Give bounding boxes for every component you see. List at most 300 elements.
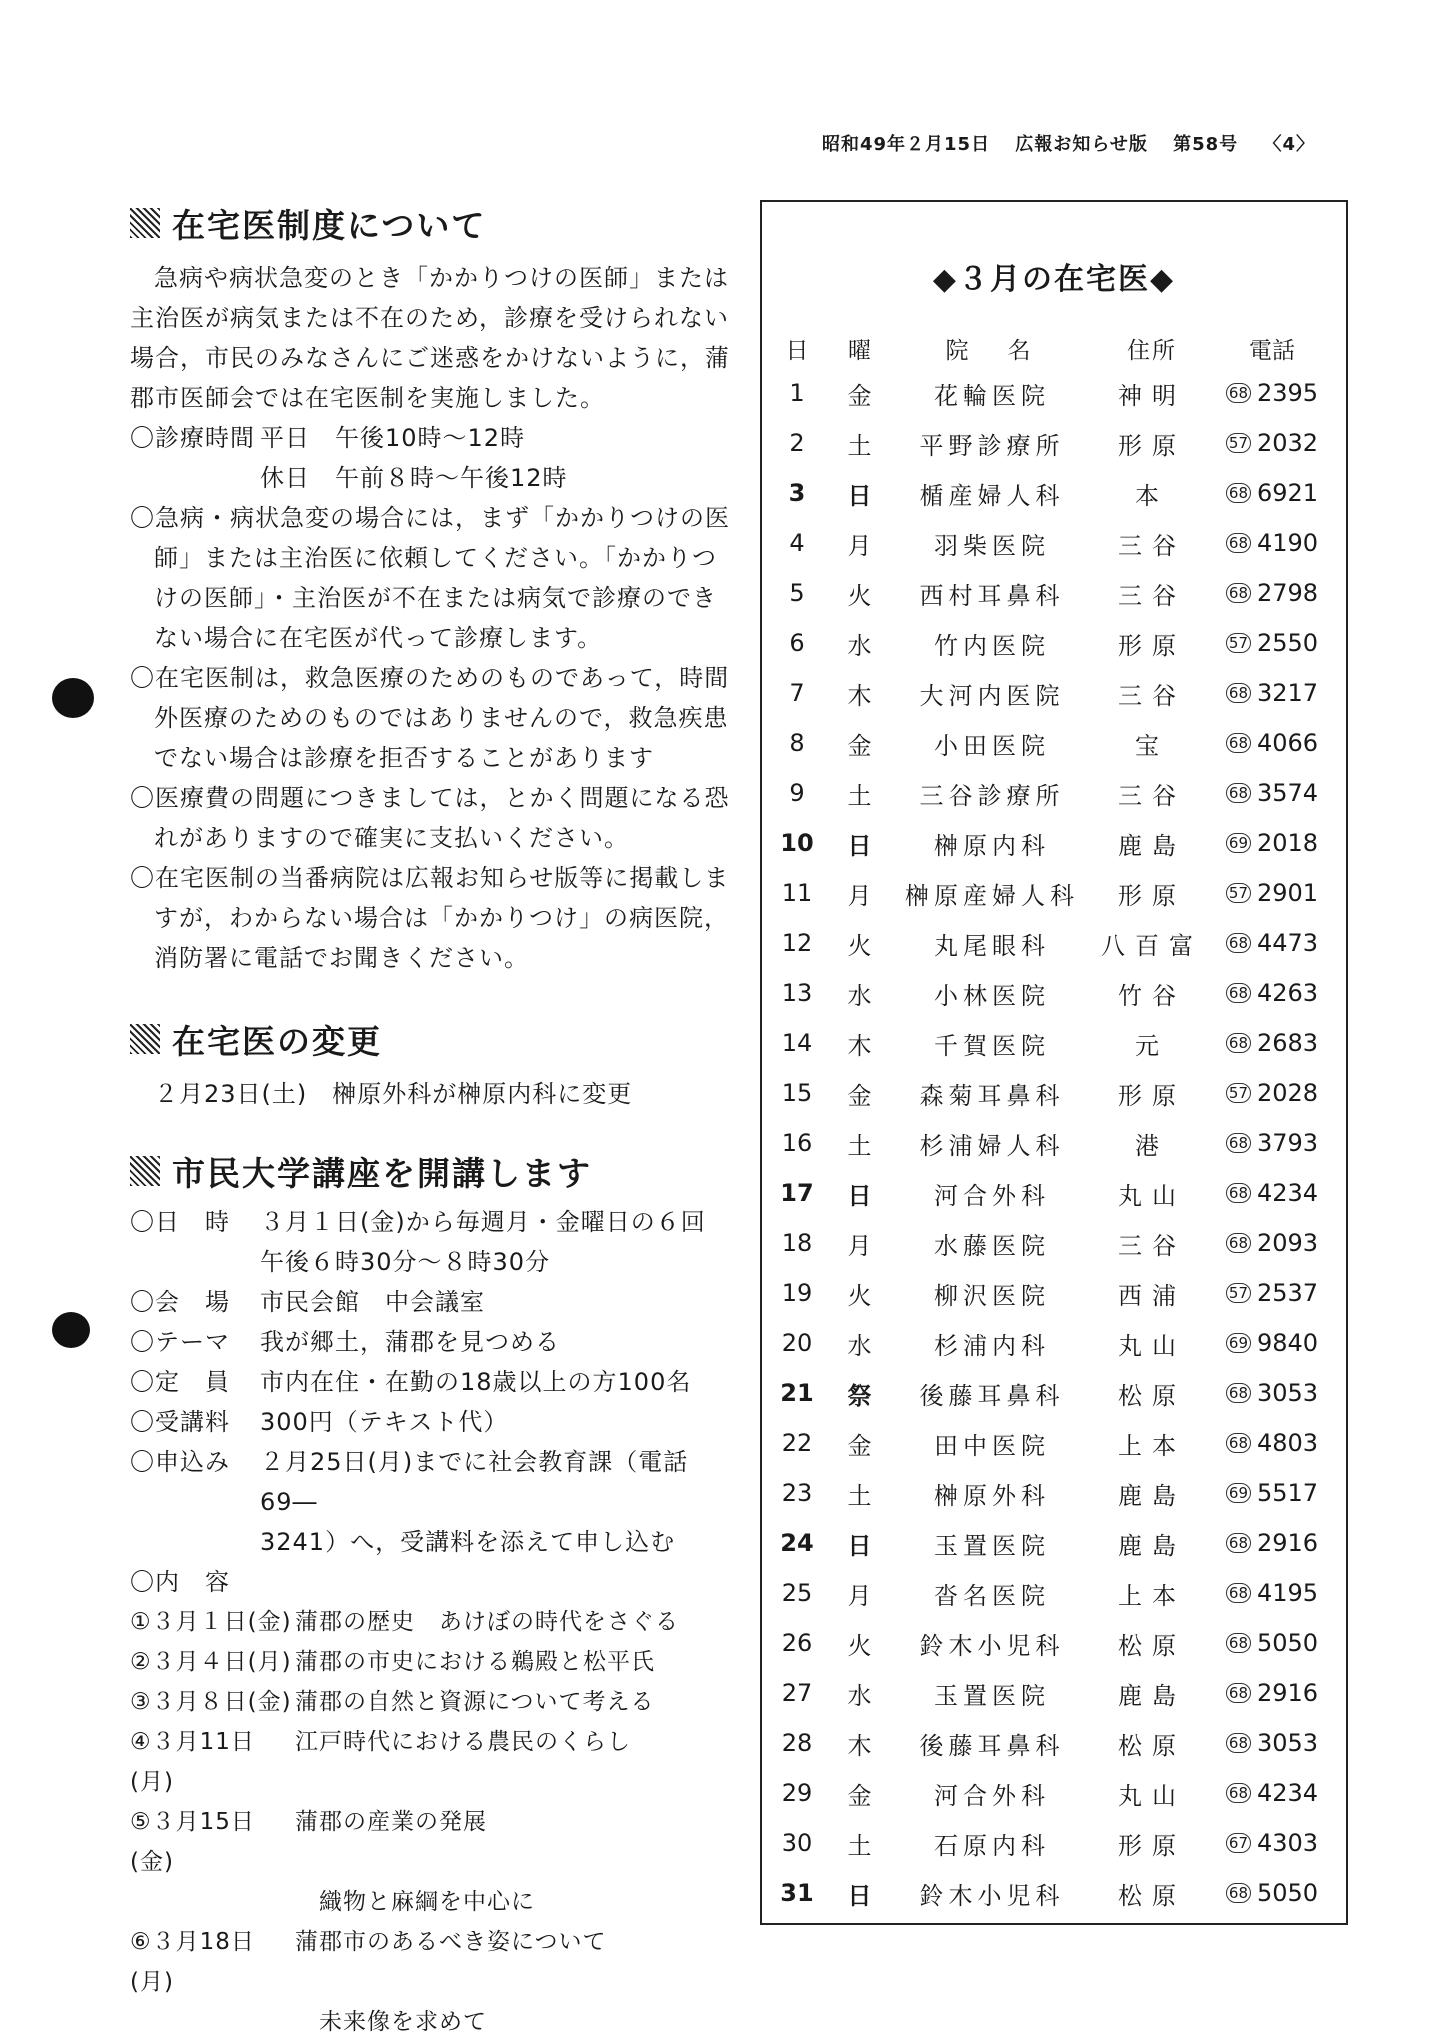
schedule-weekday: 金 [847, 1781, 872, 1810]
phone-number: 3793 [1257, 1129, 1319, 1157]
schedule-row [762, 1518, 1346, 1568]
lecture-row: ⑤３月15日(金) 蒲郡の産業の発展 [130, 1809, 487, 1875]
schedule-day: 7 [789, 679, 805, 707]
schedule-address: 港 [1135, 1131, 1169, 1160]
schedule-weekday: 火 [847, 581, 872, 610]
schedule-weekday: 土 [847, 431, 872, 460]
schedule-address: 三谷 [1118, 781, 1186, 810]
phone-area-code: 68 [1226, 1733, 1251, 1753]
schedule-day: 26 [781, 1629, 813, 1657]
schedule-title: ◆３月の在宅医◆ [932, 262, 1176, 297]
schedule-phone [1207, 1129, 1337, 1157]
section-title-home-doctor: 在宅医制度について [130, 200, 730, 246]
schedule-address: 上本 [1118, 1581, 1186, 1610]
schedule-weekday: 水 [847, 981, 872, 1010]
schedule-clinic: 楯産婦人科 [919, 481, 1065, 510]
schedule-weekday: 金 [847, 1081, 872, 1110]
schedule-clinic: 榊原内科 [934, 831, 1050, 860]
phone-number: 5050 [1257, 1629, 1319, 1657]
schedule-day: 11 [781, 879, 813, 907]
schedule-row [762, 668, 1346, 718]
lecture-row: ①３月１日(金) 蒲郡の歴史 あけぼの時代をさぐる [130, 1609, 679, 1635]
schedule-weekday: 火 [847, 1631, 872, 1660]
schedule-clinic: 竹内医院 [934, 631, 1050, 660]
schedule-phone [1207, 1829, 1337, 1857]
schedule-clinic: 柳沢医院 [934, 1281, 1050, 1310]
notice-item: 〇在宅医制の当番病院は広報お知らせ版等に掲載しますが，わからない場合は「かかりつけ」の病医院，消防署に電話でお聞きください。 [130, 864, 730, 972]
schedule-weekday: 火 [847, 931, 872, 960]
lecture-row: ③３月８日(金) 蒲郡の自然と資源について考える [130, 1689, 655, 1715]
schedule-clinic: 小田医院 [934, 731, 1050, 760]
schedule-clinic: 後藤耳鼻科 [919, 1731, 1065, 1760]
header-date: 昭和49年２月15日 [821, 134, 991, 155]
schedule-weekday: 水 [847, 1331, 872, 1360]
hours-weekday-row [130, 418, 730, 458]
schedule-row [762, 1068, 1346, 1118]
schedule-weekday: 水 [847, 1681, 872, 1710]
lecture-row: 織物と麻綱を中心に [319, 1889, 535, 1915]
header-phone: 電話 [1249, 337, 1295, 364]
schedule-header-row [762, 328, 1346, 368]
schedule-weekday: 水 [847, 631, 872, 660]
lecture-row: ②３月４日(月) 蒲郡の市史における鵜殿と松平氏 [130, 1649, 655, 1675]
schedule-row [762, 418, 1346, 468]
schedule-day: 27 [781, 1679, 813, 1707]
schedule-phone [1207, 479, 1337, 507]
schedule-phone [1207, 1179, 1337, 1207]
schedule-address: 形原 [1118, 1081, 1186, 1110]
lecture-info [130, 1202, 730, 1602]
schedule-weekday: 日 [847, 481, 872, 510]
schedule-weekday: 月 [847, 1231, 872, 1260]
phone-area-code: 69 [1226, 1333, 1251, 1353]
schedule-day: 17 [780, 1179, 814, 1207]
schedule-address: 上本 [1118, 1431, 1186, 1460]
schedule-phone [1207, 379, 1337, 407]
phone-area-code: 68 [1226, 1433, 1251, 1453]
schedule-clinic: 三谷診療所 [919, 781, 1065, 810]
schedule-address: 三谷 [1118, 581, 1186, 610]
header-address: 住所 [1127, 337, 1177, 364]
lecture-row: ⑥３月18日(月) 蒲郡市のあるべき姿について [130, 1929, 607, 1995]
phone-number: 9840 [1257, 1329, 1319, 1357]
schedule-clinic: 沓名医院 [934, 1581, 1050, 1610]
phone-number: 4234 [1257, 1179, 1319, 1207]
schedule-day: 23 [781, 1479, 813, 1507]
phone-area-code: 68 [1226, 1383, 1251, 1403]
schedule-clinic: 森菊耳鼻科 [919, 1081, 1065, 1110]
schedule-phone [1207, 1279, 1337, 1307]
schedule-address: 三谷 [1118, 531, 1186, 560]
phone-area-code: 68 [1226, 1033, 1251, 1053]
schedule-row [762, 1268, 1346, 1318]
schedule-row [762, 1018, 1346, 1068]
schedule-weekday: 木 [847, 1731, 872, 1760]
schedule-weekday: 金 [847, 381, 872, 410]
phone-area-code: 68 [1226, 1133, 1251, 1153]
schedule-phone [1207, 579, 1337, 607]
page-header [804, 130, 1315, 156]
info-row: 〇テーマ 我が郷土，蒲郡を見つめる [130, 1328, 560, 1356]
schedule-phone [1207, 1579, 1337, 1607]
schedule-clinic: 平野診療所 [919, 431, 1065, 460]
schedule-clinic: 小林医院 [934, 981, 1050, 1010]
schedule-row [762, 1668, 1346, 1718]
schedule-day: 4 [789, 529, 805, 557]
phone-number: 4263 [1257, 979, 1319, 1007]
schedule-row [762, 1468, 1346, 1518]
schedule-clinic: 榊原産婦人科 [905, 881, 1079, 910]
info-row: 〇受講料 300円（テキスト代） [130, 1408, 509, 1436]
schedule-row [762, 1768, 1346, 1818]
phone-area-code: 68 [1226, 1783, 1251, 1803]
schedule-weekday: 月 [847, 1581, 872, 1610]
schedule-clinic: 杉浦婦人科 [919, 1131, 1065, 1160]
header-page: 〈4〉 [1263, 134, 1315, 155]
phone-area-code: 69 [1226, 833, 1251, 853]
phone-number: 4303 [1257, 1829, 1319, 1857]
lecture-row: ④３月11日(月) 江戸時代における農民のくらし [130, 1729, 631, 1795]
phone-area-code: 68 [1226, 1883, 1251, 1903]
schedule-clinic: 鈴木小児科 [919, 1631, 1065, 1660]
schedule-clinic: 榊原外科 [934, 1481, 1050, 1510]
phone-number: 6921 [1257, 479, 1319, 507]
phone-area-code: 68 [1226, 1533, 1251, 1553]
phone-area-code: 68 [1226, 1233, 1251, 1253]
schedule-phone [1207, 629, 1337, 657]
schedule-clinic: 玉置医院 [934, 1531, 1050, 1560]
phone-number: 4190 [1257, 529, 1319, 557]
schedule-phone [1207, 929, 1337, 957]
phone-area-code: 68 [1226, 1583, 1251, 1603]
schedule-address: 元 [1135, 1031, 1169, 1060]
schedule-weekday: 祭 [847, 1381, 872, 1410]
phone-number: 4473 [1257, 929, 1319, 957]
schedule-phone [1207, 879, 1337, 907]
schedule-row [762, 918, 1346, 968]
phone-number: 4195 [1257, 1579, 1319, 1607]
schedule-row [762, 818, 1346, 868]
schedule-address: 鹿島 [1118, 1531, 1186, 1560]
phone-number: 3574 [1257, 779, 1319, 807]
schedule-address: 八百富 [1101, 931, 1203, 960]
lecture-list [130, 1602, 730, 2042]
schedule-address: 本 [1135, 481, 1169, 510]
phone-number: 2798 [1257, 579, 1319, 607]
phone-number: 4803 [1257, 1429, 1319, 1457]
header-day: 日 [785, 337, 809, 364]
schedule-address: 丸山 [1118, 1781, 1186, 1810]
schedule-day: 5 [789, 579, 805, 607]
schedule-clinic: 千賀医院 [934, 1031, 1050, 1060]
notice-item: 〇急病・病状急変の場合には，まず「かかりつけの医師」または主治医に依頼してください。「かかりつけの医師」・主治医が不在または病気で診療のできない場合に在宅医が代って診療します。 [130, 504, 730, 652]
schedule-clinic: 花輪医院 [934, 381, 1050, 410]
info-row: 〇内 容 [130, 1568, 230, 1596]
phone-number: 2901 [1257, 879, 1319, 907]
schedule-weekday: 日 [847, 1531, 872, 1560]
schedule-address: 三谷 [1118, 681, 1186, 710]
phone-number: 4234 [1257, 1779, 1319, 1807]
schedule-address: 鹿島 [1118, 1681, 1186, 1710]
schedule-day: 10 [780, 829, 814, 857]
schedule-address: 松原 [1118, 1881, 1186, 1910]
schedule-clinic: 後藤耳鼻科 [919, 1381, 1065, 1410]
schedule-weekday: 月 [847, 531, 872, 560]
phone-area-code: 68 [1226, 583, 1251, 603]
schedule-phone [1207, 1679, 1337, 1707]
notice-item: 〇在宅医制は，救急医療のためのものであって，時間外医療のためのものではありませんので，救急疾患でない場合は診療を拒否することがあります [130, 664, 730, 772]
schedule-phone [1207, 1029, 1337, 1057]
schedule-weekday: 金 [847, 731, 872, 760]
schedule-weekday: 火 [847, 1281, 872, 1310]
phone-number: 4066 [1257, 729, 1319, 757]
phone-area-code: 57 [1226, 433, 1251, 453]
hatch-icon [130, 208, 160, 238]
schedule-phone [1207, 1429, 1337, 1457]
schedule-address: 松原 [1118, 1631, 1186, 1660]
schedule-clinic: 田中医院 [934, 1431, 1050, 1460]
phone-area-code: 68 [1226, 1633, 1251, 1653]
schedule-weekday: 日 [847, 1181, 872, 1210]
schedule-phone [1207, 779, 1337, 807]
schedule-day: 6 [789, 629, 805, 657]
ink-blot [52, 1312, 90, 1348]
schedule-weekday: 土 [847, 1131, 872, 1160]
change-notice: ２月23日(土) 榊原外科が榊原内科に変更 [154, 1080, 633, 1108]
phone-number: 2028 [1257, 1079, 1319, 1107]
schedule-phone [1207, 729, 1337, 757]
schedule-weekday: 月 [847, 881, 872, 910]
schedule-day: 25 [781, 1579, 813, 1607]
schedule-clinic: 鈴木小児科 [919, 1881, 1065, 1910]
info-row: 3241）へ，受講料を添えて申し込む [260, 1528, 676, 1556]
schedule-address: 丸山 [1118, 1331, 1186, 1360]
phone-area-code: 69 [1226, 1483, 1251, 1503]
left-column [130, 200, 730, 2042]
info-row: 〇定 員 市内在住・在勤の18歳以上の方100名 [130, 1368, 692, 1396]
schedule-clinic: 石原内科 [934, 1831, 1050, 1860]
schedule-clinic: 大河内医院 [919, 681, 1065, 710]
schedule-weekday: 木 [847, 1031, 872, 1060]
schedule-day: 22 [781, 1429, 813, 1457]
schedule-address: 形原 [1118, 1831, 1186, 1860]
schedule-row [762, 868, 1346, 918]
schedule-phone [1207, 429, 1337, 457]
schedule-day: 18 [781, 1229, 813, 1257]
schedule-clinic: 河合外科 [934, 1781, 1050, 1810]
phone-number: 2916 [1257, 1529, 1319, 1557]
schedule-phone [1207, 1729, 1337, 1757]
phone-area-code: 68 [1226, 1183, 1251, 1203]
schedule-day: 12 [781, 929, 813, 957]
schedule-address: 神明 [1118, 381, 1186, 410]
schedule-address: 宝 [1135, 731, 1169, 760]
phone-number: 5050 [1257, 1879, 1319, 1907]
schedule-phone [1207, 1479, 1337, 1507]
phone-area-code: 68 [1226, 733, 1251, 753]
schedule-row [762, 1168, 1346, 1218]
schedule-address: 鹿島 [1118, 831, 1186, 860]
schedule-address: 三谷 [1118, 1231, 1186, 1260]
schedule-phone [1207, 1229, 1337, 1257]
lecture-row: 未来像を求めて [319, 2009, 487, 2035]
phone-area-code: 68 [1226, 783, 1251, 803]
schedule-phone [1207, 1629, 1337, 1657]
header-weekday: 曜 [848, 337, 871, 364]
hours-weekday: 平日 午後10時〜12時 [260, 424, 526, 452]
info-row: 〇日 時 ３月１日(金)から毎週月・金曜日の６回 [130, 1208, 706, 1236]
schedule-phone [1207, 829, 1337, 857]
schedule-day: 24 [780, 1529, 814, 1557]
schedule-row [762, 768, 1346, 818]
schedule-row [762, 1618, 1346, 1668]
schedule-phone [1207, 979, 1337, 1007]
hours-holiday-row [130, 458, 730, 498]
schedule-weekday: 金 [847, 1431, 872, 1460]
schedule-row [762, 568, 1346, 618]
schedule-weekday: 土 [847, 781, 872, 810]
schedule-phone [1207, 1779, 1337, 1807]
header-clinic: 院 名 [945, 337, 1039, 364]
schedule-clinic: 羽柴医院 [934, 531, 1050, 560]
schedule-day: 14 [781, 1029, 813, 1057]
schedule-address: 松原 [1118, 1381, 1186, 1410]
phone-area-code: 67 [1226, 1833, 1251, 1853]
schedule-day: 3 [788, 479, 806, 507]
section-title-lecture: 市民大学講座を開講します [130, 1148, 730, 1194]
header-issue: 第58号 [1173, 134, 1239, 155]
schedule-day: 1 [789, 379, 805, 407]
info-row: 〇会 場 市民会館 中会議室 [130, 1288, 485, 1316]
schedule-phone [1207, 529, 1337, 557]
phone-number: 2032 [1257, 429, 1319, 457]
schedule-address: 鹿島 [1118, 1481, 1186, 1510]
schedule-clinic: 西村耳鼻科 [919, 581, 1065, 610]
schedule-row [762, 468, 1346, 518]
schedule-address: 形原 [1118, 631, 1186, 660]
schedule-row [762, 618, 1346, 668]
schedule-address: 竹谷 [1118, 981, 1186, 1010]
phone-number: 3217 [1257, 679, 1319, 707]
info-row: 〇申込み ２月25日(月)までに社会教育課（電話69― [130, 1448, 689, 1516]
schedule-day: 2 [789, 429, 805, 457]
schedule-day: 21 [780, 1379, 814, 1407]
phone-number: 2916 [1257, 1679, 1319, 1707]
schedule-row [762, 368, 1346, 418]
schedule-day: 13 [781, 979, 813, 1007]
schedule-row [762, 1718, 1346, 1768]
phone-number: 2683 [1257, 1029, 1319, 1057]
schedule-row [762, 518, 1346, 568]
schedule-row [762, 1568, 1346, 1618]
schedule-row [762, 1368, 1346, 1418]
schedule-phone [1207, 1379, 1337, 1407]
phone-area-code: 68 [1226, 1683, 1251, 1703]
hatch-icon [130, 1156, 160, 1186]
phone-number: 2537 [1257, 1279, 1319, 1307]
phone-area-code: 57 [1226, 883, 1251, 903]
phone-area-code: 68 [1226, 383, 1251, 403]
phone-area-code: 57 [1226, 1083, 1251, 1103]
schedule-address: 丸山 [1118, 1181, 1186, 1210]
schedule-phone [1207, 1879, 1337, 1907]
schedule-day: 30 [781, 1829, 813, 1857]
phone-area-code: 57 [1226, 633, 1251, 653]
schedule-day: 8 [789, 729, 805, 757]
header-edition: 広報お知らせ版 [1015, 134, 1148, 155]
schedule-day: 28 [781, 1729, 813, 1757]
schedule-phone [1207, 1529, 1337, 1557]
schedule-weekday: 土 [847, 1481, 872, 1510]
schedule-day: 19 [781, 1279, 813, 1307]
schedule-row [762, 718, 1346, 768]
schedule-day: 15 [781, 1079, 813, 1107]
schedule-phone [1207, 1329, 1337, 1357]
phone-area-code: 68 [1226, 933, 1251, 953]
phone-number: 3053 [1257, 1379, 1319, 1407]
schedule-day: 29 [781, 1779, 813, 1807]
notice-item: 〇医療費の問題につきましては，とかく問題になる恐れがありますので確実に支払いください。 [130, 784, 730, 852]
schedule-clinic: 水藤医院 [934, 1231, 1050, 1260]
phone-area-code: 68 [1226, 533, 1251, 553]
hours-label: 〇診療時間 [130, 424, 255, 452]
schedule-row [762, 1818, 1346, 1868]
schedule-address: 松原 [1118, 1731, 1186, 1760]
schedule-clinic: 河合外科 [934, 1181, 1050, 1210]
intro-paragraph: 急病や病状急変のとき「かかりつけの医師」または主治医が病気または不在のため，診療を受けられない場合，市民のみなさんにご迷惑をかけないように，蒲郡市医師会では在宅医制を実施しました。 [130, 264, 730, 412]
schedule-row [762, 1868, 1346, 1918]
phone-number: 5517 [1257, 1479, 1319, 1507]
schedule-box [760, 200, 1348, 1925]
schedule-clinic: 杉浦内科 [934, 1331, 1050, 1360]
schedule-weekday: 土 [847, 1831, 872, 1860]
schedule-phone [1207, 679, 1337, 707]
section-title-change: 在宅医の変更 [130, 1016, 730, 1062]
hatch-icon [130, 1024, 160, 1054]
ink-blot [52, 678, 94, 718]
schedule-weekday: 日 [847, 1881, 872, 1910]
schedule-row [762, 1118, 1346, 1168]
schedule-row [762, 1218, 1346, 1268]
schedule-day: 9 [789, 779, 805, 807]
phone-number: 2550 [1257, 629, 1319, 657]
schedule-rows [762, 368, 1346, 1918]
schedule-address: 形原 [1118, 881, 1186, 910]
schedule-row [762, 968, 1346, 1018]
phone-area-code: 68 [1226, 983, 1251, 1003]
schedule-address: 西浦 [1118, 1281, 1186, 1310]
phone-number: 2018 [1257, 829, 1319, 857]
schedule-day: 20 [781, 1329, 813, 1357]
schedule-address: 形原 [1118, 431, 1186, 460]
phone-number: 2093 [1257, 1229, 1319, 1257]
schedule-row [762, 1418, 1346, 1468]
schedule-day: 16 [781, 1129, 813, 1157]
schedule-row [762, 1318, 1346, 1368]
schedule-clinic: 玉置医院 [934, 1681, 1050, 1710]
info-row: 午後６時30分〜８時30分 [260, 1248, 551, 1276]
phone-number: 3053 [1257, 1729, 1319, 1757]
phone-number: 2395 [1257, 379, 1319, 407]
phone-area-code: 68 [1226, 683, 1251, 703]
phone-area-code: 68 [1226, 483, 1251, 503]
schedule-day: 31 [780, 1879, 814, 1907]
schedule-clinic: 丸尾眼科 [934, 931, 1050, 960]
phone-area-code: 57 [1226, 1283, 1251, 1303]
schedule-weekday: 日 [847, 831, 872, 860]
schedule-weekday: 木 [847, 681, 872, 710]
hours-holiday: 休日 午前８時〜午後12時 [260, 464, 568, 492]
